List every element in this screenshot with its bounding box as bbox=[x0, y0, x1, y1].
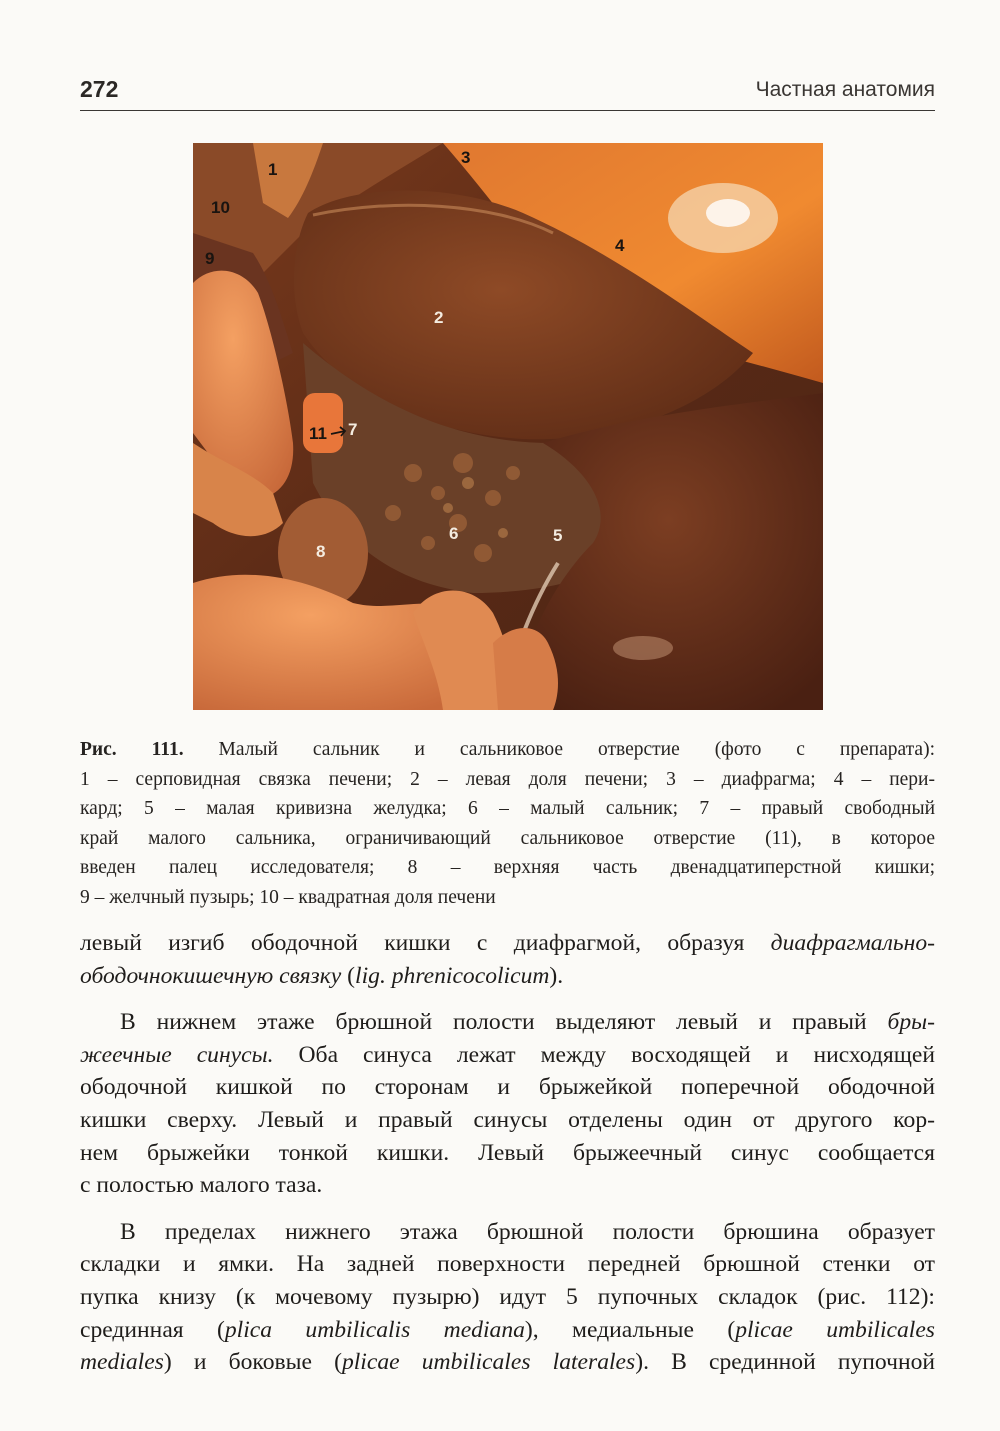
marker-7: 7 bbox=[348, 420, 358, 439]
marker-4: 4 bbox=[615, 236, 625, 255]
text-line: с полостью малого таза. bbox=[80, 1172, 323, 1199]
marker-2: 2 bbox=[434, 308, 444, 327]
text-line: нем брыжейки тонкой кишки. Левый брыжеечный синус сообщается bbox=[80, 1139, 935, 1166]
caption-line: 1 – серповидная связка печени; 2 – левая доля печени; 3 – диафрагма; 4 – пери- bbox=[80, 768, 935, 790]
running-title: Частная анатомия bbox=[755, 78, 935, 101]
marker-10: 10 bbox=[211, 198, 230, 217]
text-line: левый изгиб ободочной кишки с диафрагмой, образуя диафрагмально- bbox=[80, 930, 935, 956]
text-line: жеечные синусы. Оба синуса лежат между восходящей и нисходящей bbox=[80, 1041, 935, 1068]
marker-6: 6 bbox=[449, 524, 459, 543]
text-line: складки и ямки. На задней поверхности передней брюшной стенки от bbox=[80, 1251, 935, 1278]
marker-8: 8 bbox=[316, 542, 326, 561]
page-number: 272 bbox=[80, 76, 119, 102]
marker-5: 5 bbox=[553, 526, 563, 545]
text-line: пупка книзу (к мочевому пузырю) идут 5 пупочных складок (рис. 112): bbox=[80, 1283, 935, 1310]
caption-line: 9 – желчный пузырь; 10 – квадратная доля печени bbox=[80, 886, 496, 908]
marker-9: 9 bbox=[205, 249, 215, 268]
caption-line: кард; 5 – малая кривизна желудка; 6 – малый сальник; 7 – правый свободный bbox=[80, 798, 935, 820]
figure-label: Рис. 111. bbox=[80, 739, 184, 760]
marker-3: 3 bbox=[461, 148, 471, 167]
marker-11: 11 bbox=[309, 424, 327, 443]
text-line: срединная (plica umbilicalis mediana), медиальные (plicae umbilicales bbox=[80, 1316, 935, 1343]
marker-1: 1 bbox=[268, 160, 278, 179]
caption-line: введен палец исследователя; 8 – верхняя часть двенадцатиперстной кишки; bbox=[80, 857, 935, 879]
text-line: ободочной кишкой по сторонам и брыжейкой поперечной ободочной bbox=[80, 1074, 935, 1101]
text-line: mediales) и боковые (plicae umbilicales laterales). В срединной пупочной bbox=[80, 1349, 935, 1376]
caption-line: Рис. 111. Малый сальник и сальниковое отверстие (фото с препарата): bbox=[80, 739, 935, 760]
text-line: В пределах нижнего этажа брюшной полости брюшина образует bbox=[120, 1218, 935, 1245]
page-header bbox=[80, 74, 935, 111]
text-line: В нижнем этаже брюшной полости выделяют левый и правый бры- bbox=[120, 1009, 935, 1036]
anatomy-photo bbox=[193, 143, 823, 710]
text-line: кишки сверху. Левый и правый синусы отделены один от другого кор- bbox=[80, 1106, 935, 1133]
text-line: ободочнокишечную связку (lig. phrenicocolicum). bbox=[80, 962, 564, 989]
figure-caption bbox=[80, 735, 935, 913]
caption-line: край малого сальника, ограничивающий сальниковое отверстие (11), в которое bbox=[80, 827, 935, 849]
body-text bbox=[80, 927, 935, 1379]
